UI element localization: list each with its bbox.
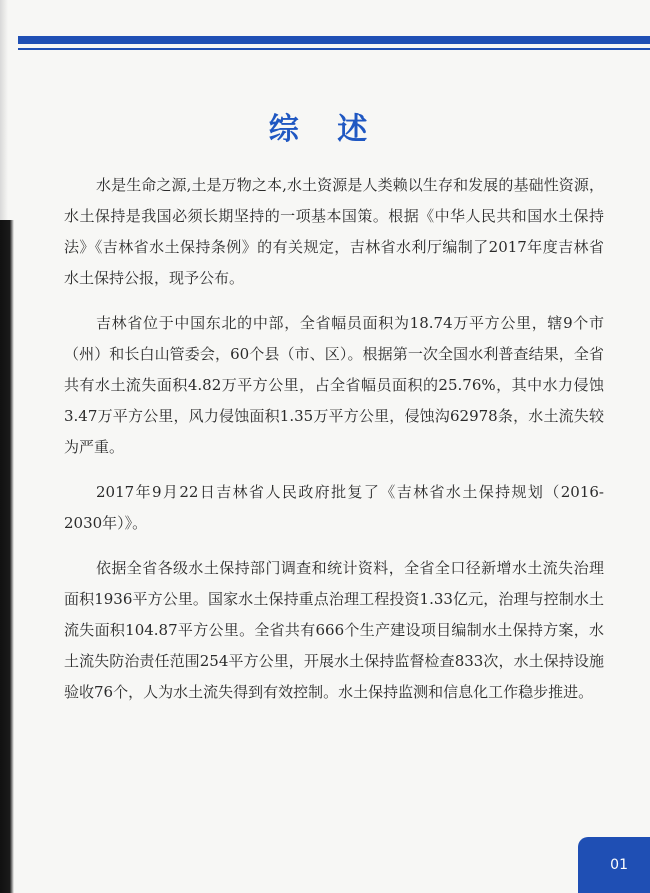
page-number: 01 — [610, 857, 628, 873]
paragraph-plan: 2017年9月22日吉林省人民政府批复了《吉林省水土保持规划（2016-2030年）》。 — [64, 483, 604, 532]
page-title: 综 述 — [268, 112, 382, 147]
header-rule-thin — [18, 48, 650, 50]
body-text — [64, 170, 604, 722]
paragraph-progress: 依据全省各级水土保持部门调查和统计资料，全省全口径新增水土流失治理面积1936平方公里。国家水土保持重点治理工程投资1.33亿元，治理与控制水土流失面积104.87平方公里。全省共有666个生产建设项目编制水土保持方案，水土流失防治责任范围254平方公里，开展水土保持监督检查833次，水土保持设施验收76个，人为水土流失得到有效控制。水土保持监测和信息化工作稳步推进。 — [64, 559, 604, 701]
scan-margin-shadow — [0, 220, 14, 893]
paragraph-overview: 吉林省位于中国东北的中部，全省幅员面积为18.74万平方公里，辖9个市（州）和长白山管委会，60个县（市、区）。根据第一次全国水利普查结果，全省共有水土流失面积4.82万平方公里，占全省幅员面积的25.76%，其中水力侵蚀3.47万平方公里，风力侵蚀面积1.35万平方公里，侵蚀沟62978条，水土流失较为严重。 — [64, 314, 604, 456]
paragraph-intro: 水是生命之源,土是万物之本,水土资源是人类赖以生存和发展的基础性资源，水土保持是我国必须长期坚持的一项基本国策。根据《中华人民共和国水土保持法》《吉林省水土保持条例》的有关规定，吉林省水利厅编制了2017年度吉林省水土保持公报，现予公布。 — [64, 176, 604, 287]
header-rule — [18, 36, 650, 44]
